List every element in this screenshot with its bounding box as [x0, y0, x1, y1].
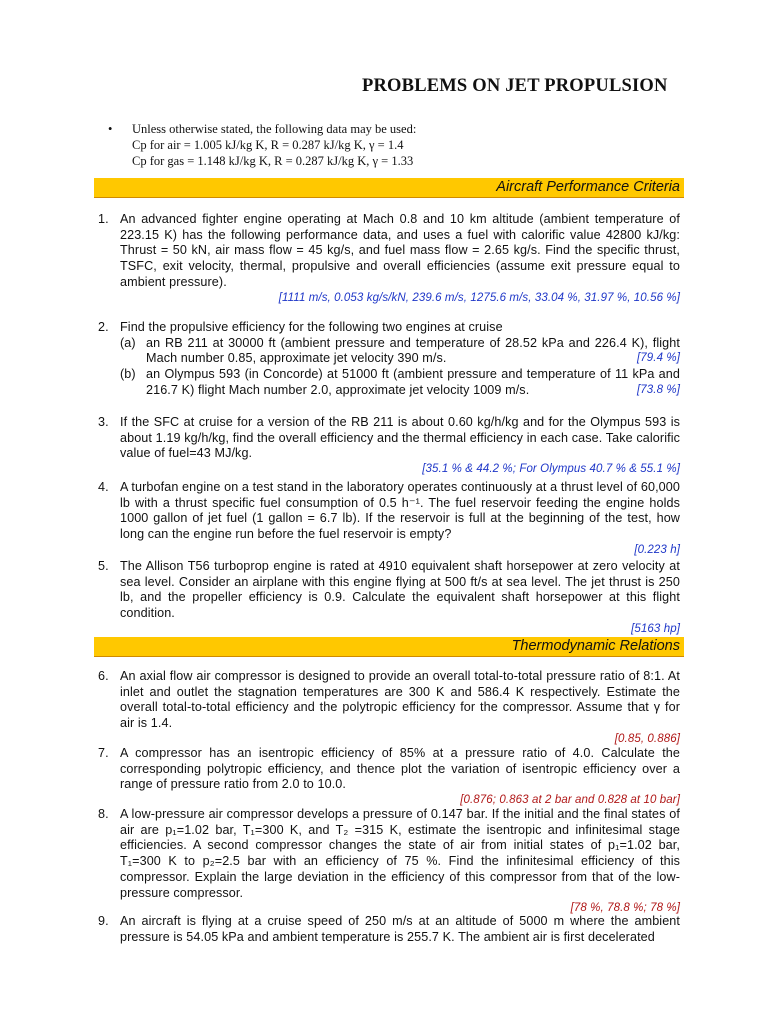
subpart-label: (a): [120, 335, 136, 350]
section-header-thermodynamic-relations: [94, 637, 684, 657]
subpart-answer: [73.8 %]: [637, 383, 680, 396]
problem-answer: [1111 m/s, 0.053 kg/s/kN, 239.6 m/s, 1275.6 m/s, 33.04 %, 31.97 %, 10.56 %]: [278, 291, 680, 304]
problem-4: [98, 480, 680, 559]
section-underline: [94, 197, 684, 198]
subpart-label: (b): [120, 367, 136, 382]
problem-3: [98, 415, 680, 478]
section-title: Thermodynamic Relations: [511, 638, 680, 654]
problem-text: Find the propulsive efficiency for the following two engines at cruise: [120, 320, 503, 334]
subpart-answer: [79.4 %]: [637, 352, 680, 365]
problem-1: [98, 212, 680, 306]
problem-text: The Allison T56 turboprop engine is rated at 4910 equivalent shaft horsepower at zero velocity at sea level. Consider an airplane with this engine flying at 500 ft/s at sea level. The jet thrust is 250 lb, and the propeller efficiency is 0.9. Calculate the equivalent shaft horsepower at this flight condition.: [120, 559, 680, 621]
problem-number: 5.: [98, 559, 109, 573]
subpart-text: an RB 211 at 30000 ft (ambient pressure and temperature of 28.52 kPa and 226.4 K), flight Mach number 0.85, approximate jet velocity 390 m/s.: [146, 335, 680, 366]
problem-answer: [78 %, 78.8 %; 78 %]: [570, 902, 680, 915]
given-data-block: [108, 121, 416, 169]
problem-answer: [35.1 % & 44.2 %; For Olympus 40.7 % & 55.1 %]: [422, 463, 680, 476]
problem-number: 6.: [98, 669, 109, 683]
problem-5: [98, 559, 680, 638]
section-title: Aircraft Performance Criteria: [496, 179, 680, 195]
bullet-icon: •: [108, 122, 113, 136]
problem-answer: [5163 hp]: [631, 622, 680, 635]
problem-number: 8.: [98, 807, 109, 821]
problem-2: [98, 320, 680, 399]
problem-answer: [0.85, 0.886]: [614, 732, 680, 745]
subpart-b: [120, 367, 680, 398]
page-title: PROBLEMS ON JET PROPULSION: [362, 76, 668, 96]
problem-number: 9.: [98, 914, 109, 928]
problem-number: 1.: [98, 212, 109, 226]
problem-number: 7.: [98, 746, 109, 760]
problem-text: An advanced fighter engine operating at Mach 0.8 and 10 km altitude (ambient temperature of 223.15 K) has the following performance data, and uses a fuel with calorific value 42800 kJ/kg: Thrust = 50 kN, air mass flow = 45 kg/s, and fuel mass flow = 2.65 kg/s. Find the specific thrust, TSFC, exit velocity, thermal, propulsive and overall efficiencies (assume exit pressure equal to ambient pressure).: [120, 212, 680, 289]
problem-text: An axial flow air compressor is designed to provide an overall total-to-total pressure ratio of 8:1. At inlet and outlet the stagnation temperatures are 300 K and 586.4 K respectively. Estimate the overall total-to-total efficiency and the polytropic efficiency for the compressor. Assume that γ for air is 1.4.: [120, 669, 680, 731]
given-intro: Unless otherwise stated, the following data may be used:: [132, 122, 417, 136]
problem-7: [98, 746, 680, 809]
given-air-properties: Cp for air = 1.005 kJ/kg K, R = 0.287 kJ/kg K, γ = 1.4: [132, 138, 404, 152]
problem-number: 2.: [98, 320, 109, 334]
problem-8: [98, 807, 680, 917]
problem-6: [98, 669, 680, 748]
problem-answer: [0.223 h]: [634, 543, 680, 556]
section-header-aircraft-performance: [94, 178, 684, 198]
problem-text: A turbofan engine on a test stand in the laboratory operates continuously at a thrust level of 60,000 lb with a thrust specific fuel consumption of 0.5 h⁻¹. The fuel reservoir feeding the engine holds 1000 gallon of jet fuel (1 gallon = 6.7 lb). If the reservoir is full at the beginning of the test, how long can the engine run before the fuel reservoir is empty?: [120, 480, 680, 542]
problem-text: If the SFC at cruise for a version of the RB 211 is about 0.60 kg/h/kg and for the Olympus 593 is about 1.19 kg/h/kg, find the overall efficiency and the thermal efficiency in each case. Take calorific value of fuel=43 MJ/kg.: [120, 415, 680, 461]
problem-text: A low-pressure air compressor develops a pressure of 0.147 bar. If the initial and the final states of air are p₁=1.02 bar, T₁=300 K, and T₂ =315 K, estimate the isentropic and infinitesimal stage efficiencies. A second compressor changes the state of air from initial states of p₁=1.02 bar, T₁=300 K to p₂=2.5 bar with an efficiency of 75 %. Find the infinitesimal efficiency of this compressor. Explain the large deviation in the efficiency of this compressor from that of the low-pressure compressor.: [120, 807, 680, 900]
subpart-a: [120, 336, 680, 367]
problem-text: An aircraft is flying at a cruise speed of 250 m/s at an altitude of 5000 m where the ambient pressure is 54.05 kPa and ambient temperature is 255.7 K. The ambient air is first decelerated: [120, 914, 680, 944]
problem-answer: [0.876; 0.863 at 2 bar and 0.828 at 10 bar]: [460, 794, 680, 807]
problem-number: 4.: [98, 480, 109, 494]
subpart-text: an Olympus 593 (in Concorde) at 51000 ft (ambient pressure and temperature of 11 kPa and 216.7 K) flight Mach number 2.0, approximate jet velocity 1009 m/s.: [146, 367, 680, 397]
given-gas-properties: Cp for gas = 1.148 kJ/kg K, R = 0.287 kJ/kg K, γ = 1.33: [132, 154, 414, 168]
problem-number: 3.: [98, 415, 109, 429]
problem-text: A compressor has an isentropic efficiency of 85% at a pressure ratio of 4.0. Calculate the corresponding polytropic efficiency, and thence plot the variation of isentropic efficiency over a range of pressure ratio from 2.0 to 10.0.: [120, 746, 680, 792]
problem-9: [98, 914, 680, 945]
section-underline: [94, 656, 684, 657]
